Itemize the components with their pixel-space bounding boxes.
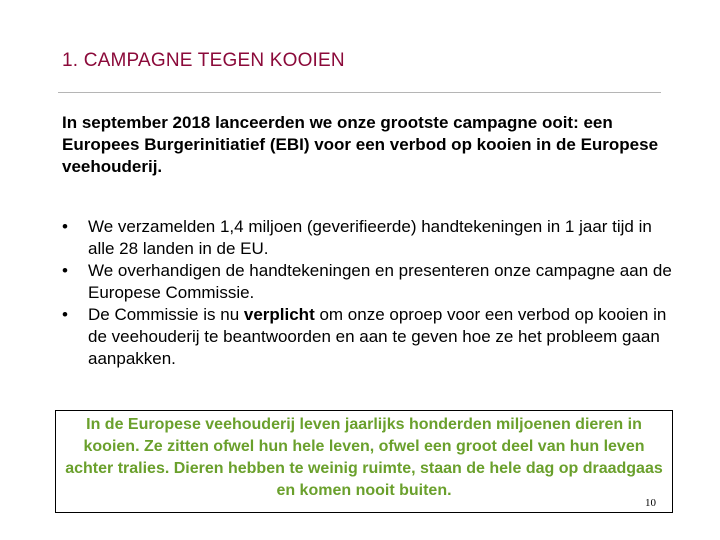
list-item <box>62 260 672 304</box>
list-item <box>62 304 672 370</box>
bullet-marker: • <box>62 217 68 236</box>
slide-title: 1. CAMPAGNE TEGEN KOOIEN <box>62 50 345 71</box>
bullet-emphasis: verplicht <box>243 305 315 324</box>
bullet-list <box>62 216 672 370</box>
list-item <box>62 216 672 260</box>
bullet-text-after: om onze oproep voor een verbod op kooien in de veehouderij te beantwoorden en aan te geven hoe ze het probleem gaan aanpakken. <box>88 305 667 368</box>
bullet-marker: • <box>62 305 68 324</box>
callout-box: In de Europese veehouderij leven jaarlijks honderden miljoenen dieren in kooien. Ze zitten ofwel hun hele leven, ofwel een groot deel van hun leven achter tralies. Dieren hebben te weinig ruimte, staan de hele dag op draadgaas en komen nooit buiten. <box>55 410 673 513</box>
bullet-text-before: De Commissie is nu <box>88 305 244 324</box>
bullet-text: We overhandigen de handtekeningen en presenteren onze campagne aan de Europese Commissie. <box>88 261 672 302</box>
page-number: 10 <box>645 497 656 509</box>
title-rule <box>58 92 661 93</box>
intro-paragraph: In september 2018 lanceerden we onze grootste campagne ooit: een Europees Burgerinitiatief (EBI) voor een verbod op kooien in de Europese veehouderij. <box>62 113 659 176</box>
bullet-text: We verzamelden 1,4 miljoen (geverifieerde) handtekeningen in 1 jaar tijd in alle 28 landen in de EU. <box>88 217 652 258</box>
bullet-marker: • <box>62 261 68 280</box>
